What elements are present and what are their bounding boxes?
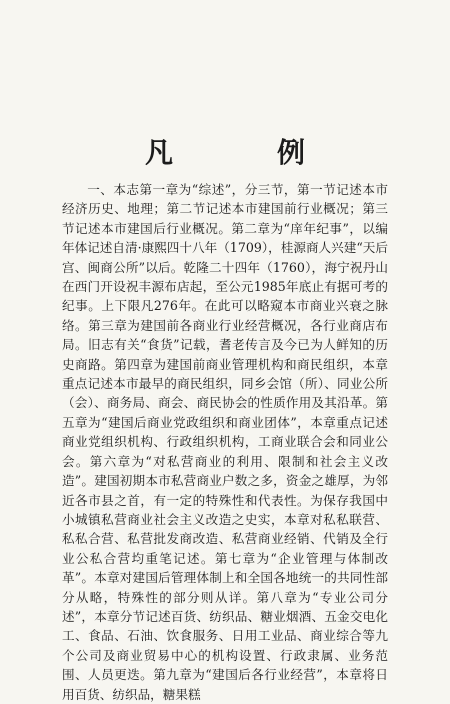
page-title: 凡 例 — [144, 135, 343, 169]
body-paragraph: 一、本志第一章为“综述”，分三节，第一节记述本市经济历史、地理；第二节记述本市建国前行业概况；第三节记述本市建国后行业概况。第二章为“庠年纪事”，以编年体记述自清·康熙四十八年（1709），桂源商人兴建“天后宫、闽商公所”以后。乾隆二十四年（1760），海宁祝丹山在西门开设祝丰源布店起，至公元1985年底止有据可考的纪事。上下限凡276年。在此可以略窥本市商业兴衰之脉络。第三章为建国前各商业行业经营概况，各行业商店布局。旧志有关“食货”记载，耆老传言及今已为人鲜知的历史商路。第四章为建国前商业管理机构和商民组织，本章重点记述本市最早的商民组织，同乡会馆（所）、同业公所（会）、商务局、商会、商民协会的性质作用及其沿革。第五章为“建国后商业党政组织和商业团体”，本章重点记述商业党组织机构、行政组织机构，工商业联合会和同业公会。第六章为“对私营商业的利用、限制和社会主义改造”。建国初期本市私营商业户数之多，资金之雄厚，为邻近各市县之首，有一定的特殊性和代表性。为保存我国中小城镇私营商业社会主义改造之史实，本章对私私联营、私私合营、私营批发商改造、私营商业经销、代销及全行业公私合营均重笔记述。第七章为“企业管理与体制改革”。本章对建国后管理体制上和全国各地统一的共同性部分从略，特殊性的部分则从详。第八章为“专业公司分述”，本章分节记述百货、纺织品、糖业烟酒、五金交电化工、食品、石油、饮食服务、日用工业品、商业综合等九个公司及商业贸易中心的机构设置、行政隶属、业务范围、人员更迭。第九章为“建国后各行业经营”，本章将日用百货、纺织品，糖果糕 — [62, 182, 388, 702]
